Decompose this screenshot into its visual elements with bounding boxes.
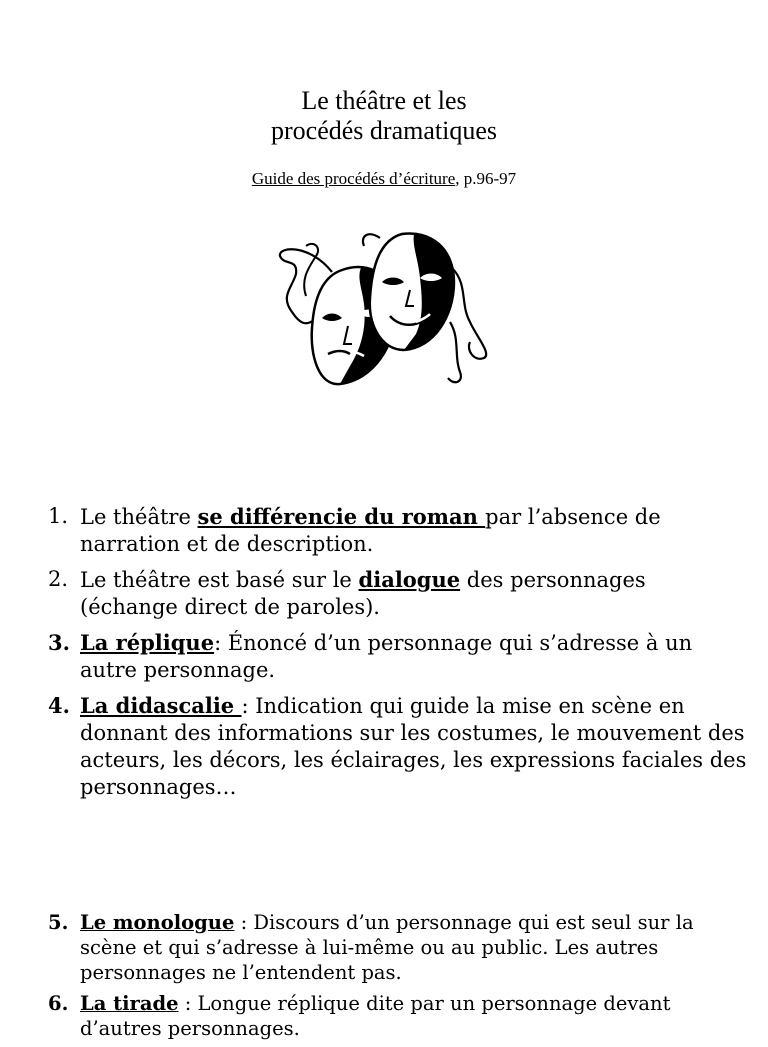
item-term: La tirade — [80, 992, 179, 1015]
item-text-pre: Le théâtre — [80, 505, 198, 529]
item-number: 1. — [48, 504, 69, 528]
title-line-1: Le théâtre et les — [301, 86, 467, 115]
item-text-pre: Le théâtre est basé sur le — [80, 568, 359, 592]
item-text: par l’absence de narration et de description. — [80, 505, 661, 556]
list-item — [48, 503, 748, 558]
item-term: La réplique — [80, 630, 215, 655]
item-text: : Discours d’un personnage qui est seul sur la scène et qui s’adresse à lui-même ou au public. Les autres personnages ne l’entendent pas. — [80, 911, 694, 984]
definitions-list — [48, 503, 748, 809]
theatre-masks-icon — [270, 226, 494, 390]
item-term: se différencie du roman — [197, 504, 486, 529]
list-item — [48, 692, 748, 801]
reference-line — [0, 168, 768, 190]
title-line-2: procédés dramatiques — [271, 116, 497, 145]
item-text: : Indication qui guide la mise en scène en donnant des informations sur les costumes, le mouvement des acteurs, les décors, les éclairages, les expressions faciales des personnages… — [80, 694, 747, 799]
definitions-list-continued — [48, 910, 748, 1047]
item-term: La didascalie — [80, 693, 242, 718]
item-text: : Longue réplique dite par un personnage devant d’autres personnages. — [80, 992, 671, 1040]
item-number: 2. — [48, 567, 69, 591]
item-number: 5. — [48, 911, 69, 934]
item-number: 3. — [48, 630, 70, 655]
list-item — [48, 566, 748, 621]
item-number: 6. — [48, 992, 69, 1015]
reference-book-title: Guide des procédés d’écriture — [251, 169, 456, 188]
reference-pages: , p.96-97 — [455, 169, 517, 188]
item-term: Le monologue — [80, 911, 235, 934]
list-item — [48, 991, 748, 1041]
item-text: des personnages (échange direct de paroles). — [80, 568, 646, 619]
list-item — [48, 910, 748, 985]
list-item — [48, 629, 748, 684]
item-term: dialogue — [358, 567, 461, 592]
item-number: 4. — [48, 693, 70, 718]
page-title — [0, 86, 768, 146]
item-text: : Énoncé d’un personnage qui s’adresse à un autre personnage. — [80, 631, 693, 682]
